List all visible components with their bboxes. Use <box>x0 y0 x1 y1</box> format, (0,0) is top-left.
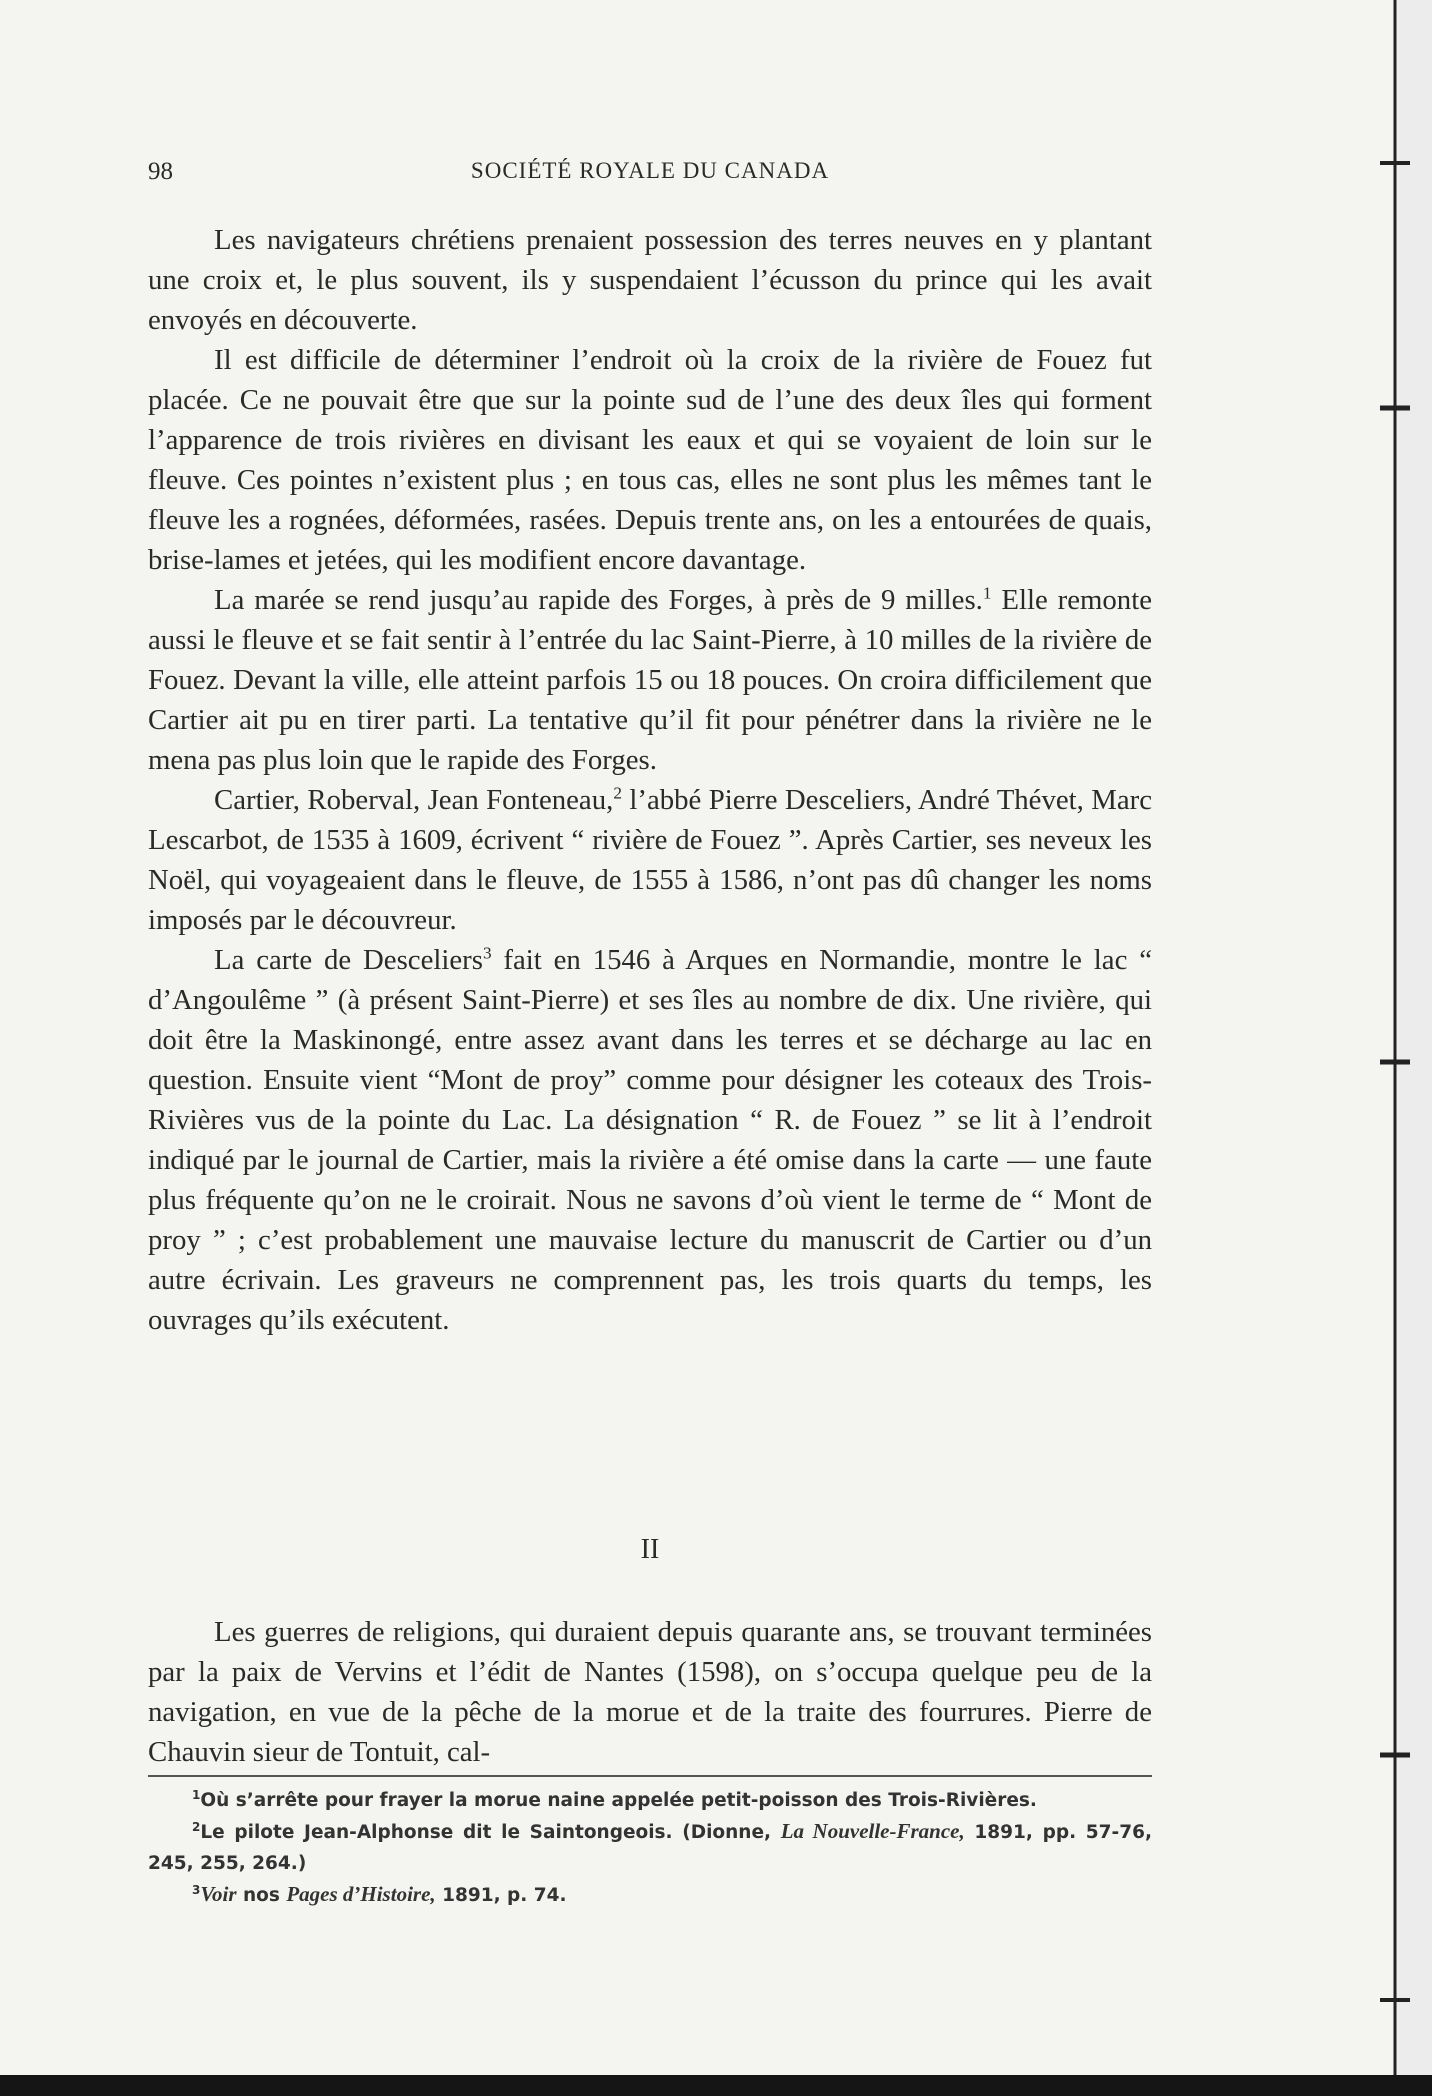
paragraph-text: La marée se rend jusqu’au rapide des Forges, à près de 9 milles. <box>214 584 983 616</box>
footnote <box>148 1879 1152 1911</box>
footnote-text: 1891, pp. 57-76, 245, 255, 264.) <box>148 1822 1152 1874</box>
paragraph <box>148 940 1152 1340</box>
paragraph <box>148 780 1152 940</box>
footnote-title: La Nouvelle-France, <box>780 1819 965 1843</box>
footnote-mark: 3 <box>192 1882 201 1897</box>
footnote-ref[interactable]: 2 <box>613 783 622 803</box>
paragraph: Les guerres de religions, qui duraient depuis quarante ans, se trouvant terminées par la paix de Vervins et l’édit de Nantes (1598), on s’occupa quelque peu de la navigation, en vue de la pêche de la morue et de la traite des fourrures. Pierre de Chauvin sieur de Tontuit, cal- <box>148 1616 1152 1768</box>
paragraph <box>148 580 1152 780</box>
running-head: SOCIÉTÉ ROYALE DU CANADA <box>470 158 830 183</box>
footnote-title: Pages d’Histoire, <box>286 1882 436 1906</box>
page-header <box>148 158 1152 198</box>
footnote <box>148 1785 1152 1816</box>
paragraph: Il est difficile de déterminer l’endroit où la croix de la rivière de Fouez fut placée. Ce ne pouvait être que sur la pointe sud de l’une des deux îles qui forment l’apparence de trois rivières en divisant les eaux et qui se voyaient de loin sur le fleuve. Ces pointes n’existent plus ; en tous cas, elles ne sont plus les mêmes tant le fleuve les a rognées, déformées, rasées. Depuis trente ans, on les a entourées de quais, brise-lames et jetées, qui les modifient encore davantage. <box>148 344 1152 576</box>
footnote-text: Où s’arrête pour frayer la morue naine appelée petit-poisson des Trois-Rivières. <box>200 1790 1037 1811</box>
footnotes <box>148 1785 1152 1911</box>
footnote-ref[interactable]: 1 <box>982 583 992 603</box>
section-heading: II <box>640 1534 660 1565</box>
footnote-text: 1891, p. 74. <box>435 1885 567 1906</box>
footnote <box>148 1816 1152 1879</box>
footnote-divider <box>148 1775 1152 1777</box>
footnote-mark: 1 <box>192 1787 201 1802</box>
main-text <box>148 220 1152 1340</box>
footnote-italic: Voir <box>200 1882 237 1906</box>
scan-border <box>0 2075 1432 2096</box>
paragraph-text: Elle remonte aussi le fleuve et se fait sentir à l’entrée du lac Saint-Pierre, à 10 milles de la rivière de Fouez. Devant la ville, elle atteint parfois 15 ou 18 pouces. On croira difficilement que Cartier ait pu en tirer parti. La tentative qu’il fit pour pénétrer dans la rivière ne le mena pas plus loin que le rapide des Forges. <box>148 584 1152 776</box>
footnote-mark: 2 <box>192 1819 201 1834</box>
page-number: 98 <box>148 158 173 185</box>
paragraph-text: l’abbé Pierre Desceliers, André Thévet, Marc Lescarbot, de 1535 à 1609, écrivent “ rivière de Fouez ”. Après Cartier, ses neveux les Noël, qui voyageaient dans le fleuve, de 1555 à 1586, n’ont pas dû changer les noms imposés par le découvreur. <box>148 784 1153 936</box>
paragraph: Les navigateurs chrétiens prenaient possession des terres neuves en y plantant une croix et, le plus souvent, ils y suspendaient l’écusson du prince qui les avait envoyés en découverte. <box>148 224 1152 336</box>
footnote-text: nos <box>236 1885 287 1906</box>
footnote-ref[interactable]: 3 <box>482 943 492 963</box>
section-text <box>148 1612 1152 1772</box>
binding-edge-icon <box>1378 0 1412 2075</box>
paragraph-text: Cartier, Roberval, Jean Fonteneau, <box>214 784 614 816</box>
paragraph-text: La carte de Desceliers <box>214 944 483 976</box>
footnote-text: Le pilote Jean-Alphonse dit le Saintongeois. (Dionne, <box>200 1822 781 1843</box>
paragraph-text: fait en 1546 à Arques en Normandie, montre le lac “ d’Angoulême ” (à présent Saint-Pierre) et ses îles au nombre de dix. Une rivière, qui doit être la Maskinongé, entre assez avant dans les terres et se décharge au lac en question. Ensuite vient “Mont de proy” comme pour désigner les coteaux des Trois-Rivières vus de la pointe du Lac. La désignation “ R. de Fouez ” se lit à l’endroit indiqué par le journal de Cartier, mais la rivière a été omise dans la carte — une faute plus fréquente qu’on ne le croirait. Nous ne savons d’où vient le terme de “ Mont de proy ” ; c’est probablement une mauvaise lecture du manuscrit de Cartier ou d’un autre écrivain. Les graveurs ne comprennent pas, les trois quarts du temps, les ouvrages qu’ils exécutent. <box>148 944 1152 1336</box>
